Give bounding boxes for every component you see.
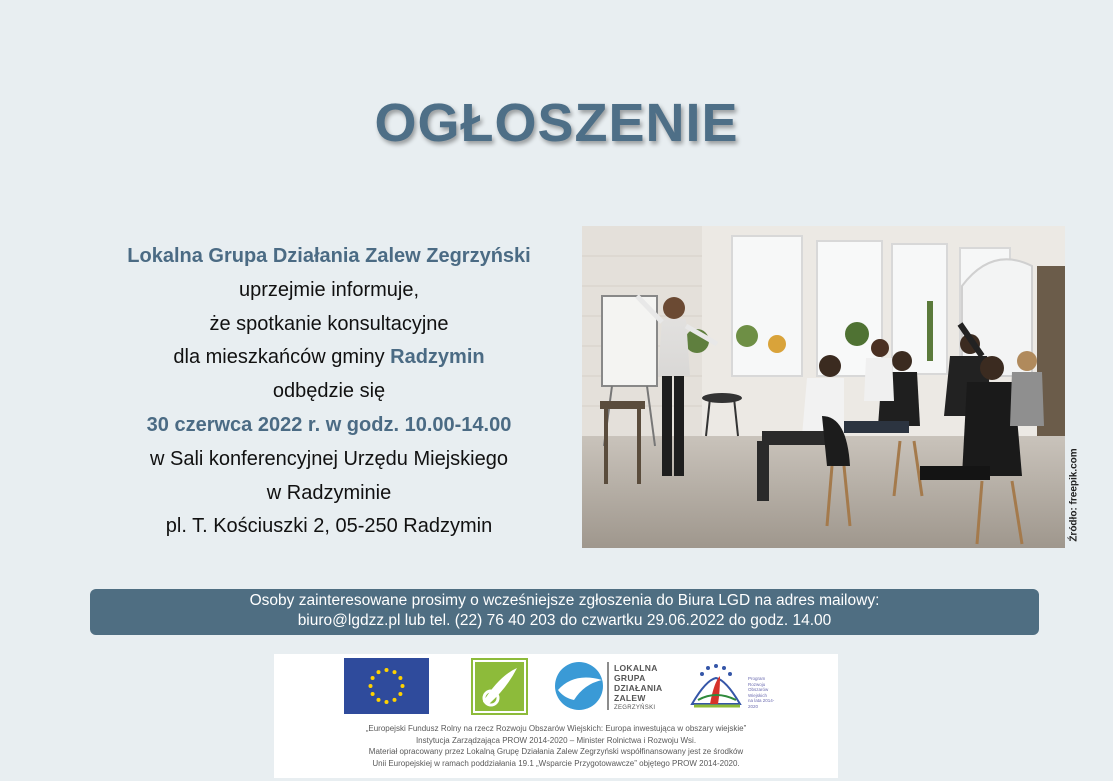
funding-footnote-line: Instytucja Zarządzająca PROW 2014-2020 – Minister Rolnictwa i Rozwoju Wsi. <box>415 735 697 745</box>
lgd-logo-text-line: DZIAŁANIA <box>614 683 663 693</box>
lgd-logo-text-line: GRUPA <box>614 673 646 683</box>
prow-logo-text <box>748 676 778 709</box>
prow-logo-text-line: Wiejskich <box>748 692 768 698</box>
prow-logo-text-line: Program <box>748 676 766 681</box>
funding-footnote-line: Materiał opracowany przez Lokalną Grupę Działania Zalew Zegrzyński współfinansowany jest ze środków <box>368 747 744 756</box>
meeting-address: pl. T. Kościuszki 2, 05-250 Radzymin <box>165 515 493 538</box>
info-line-prefix: dla mieszkańców gminy <box>173 346 391 369</box>
funding-footnote-line: Unii Europejskiej w ramach poddziałania 19.1 „Wsparcie Przygotowawcze” objętego PROW 2014-2020. <box>372 758 740 768</box>
info-line: że spotkanie konsultacyjne <box>209 312 449 335</box>
contact-banner <box>90 589 1039 635</box>
prow-logo-text-line: na lata 2014-2020 <box>748 698 775 709</box>
info-line: odbędzie się <box>272 380 386 403</box>
lgd-logo-text <box>614 663 663 713</box>
photo-credit-text: Źródło: freepik.com <box>1068 448 1080 542</box>
meeting-photo-illustration <box>582 226 1065 548</box>
announcement-text <box>100 240 558 544</box>
commune-name: Radzymin <box>390 346 485 369</box>
organization-name: Lokalna Grupa Działania Zalew Zegrzyński <box>127 245 531 267</box>
meeting-photo <box>582 226 1065 548</box>
eu-flag-icon <box>344 658 429 714</box>
prow-logo-text-line: Rozwoju <box>748 681 766 687</box>
prow-logo-icon <box>686 660 778 712</box>
info-line-commune <box>100 341 558 375</box>
funding-footnote-line: „Europejski Fundusz Rolny na rzecz Rozwoju Obszarów Wiejskich: Europa inwestująca w obszary wiejskie” <box>365 724 747 733</box>
meeting-date-time: 30 czerwca 2022 r. w godz. 10.00-14.00 <box>146 413 512 436</box>
funding-logos-panel <box>274 654 838 778</box>
lgd-zalew-zegrzynski-logo-icon <box>554 660 684 712</box>
leader-logo-icon <box>471 658 528 715</box>
lgd-logo-text-line: ZALEW <box>614 693 646 703</box>
info-line: w Radzyminie <box>266 481 392 504</box>
lgd-logo-text-line: ZEGRZYŃSKI <box>614 705 656 711</box>
contact-banner-line: Osoby zainteresowane prosimy o wcześniejsze zgłoszenia do Biura LGD na adres mailowy: <box>249 592 880 609</box>
lgd-logo-text-line: LOKALNA <box>614 663 658 673</box>
info-line: w Sali konferencyjnej Urzędu Miejskiego <box>150 447 508 470</box>
page-title: OGŁOSZENIE <box>374 93 739 153</box>
info-line: uprzejmie informuje, <box>238 278 420 301</box>
contact-banner-details: biuro@lgdzz.pl lub tel. (22) 76 40 203 do czwartku 29.06.2022 do godz. 14.00 <box>297 612 832 629</box>
prow-logo-text-line: Obszarów <box>748 687 769 692</box>
photo-credit <box>1064 440 1084 550</box>
funding-footnote <box>274 723 838 769</box>
